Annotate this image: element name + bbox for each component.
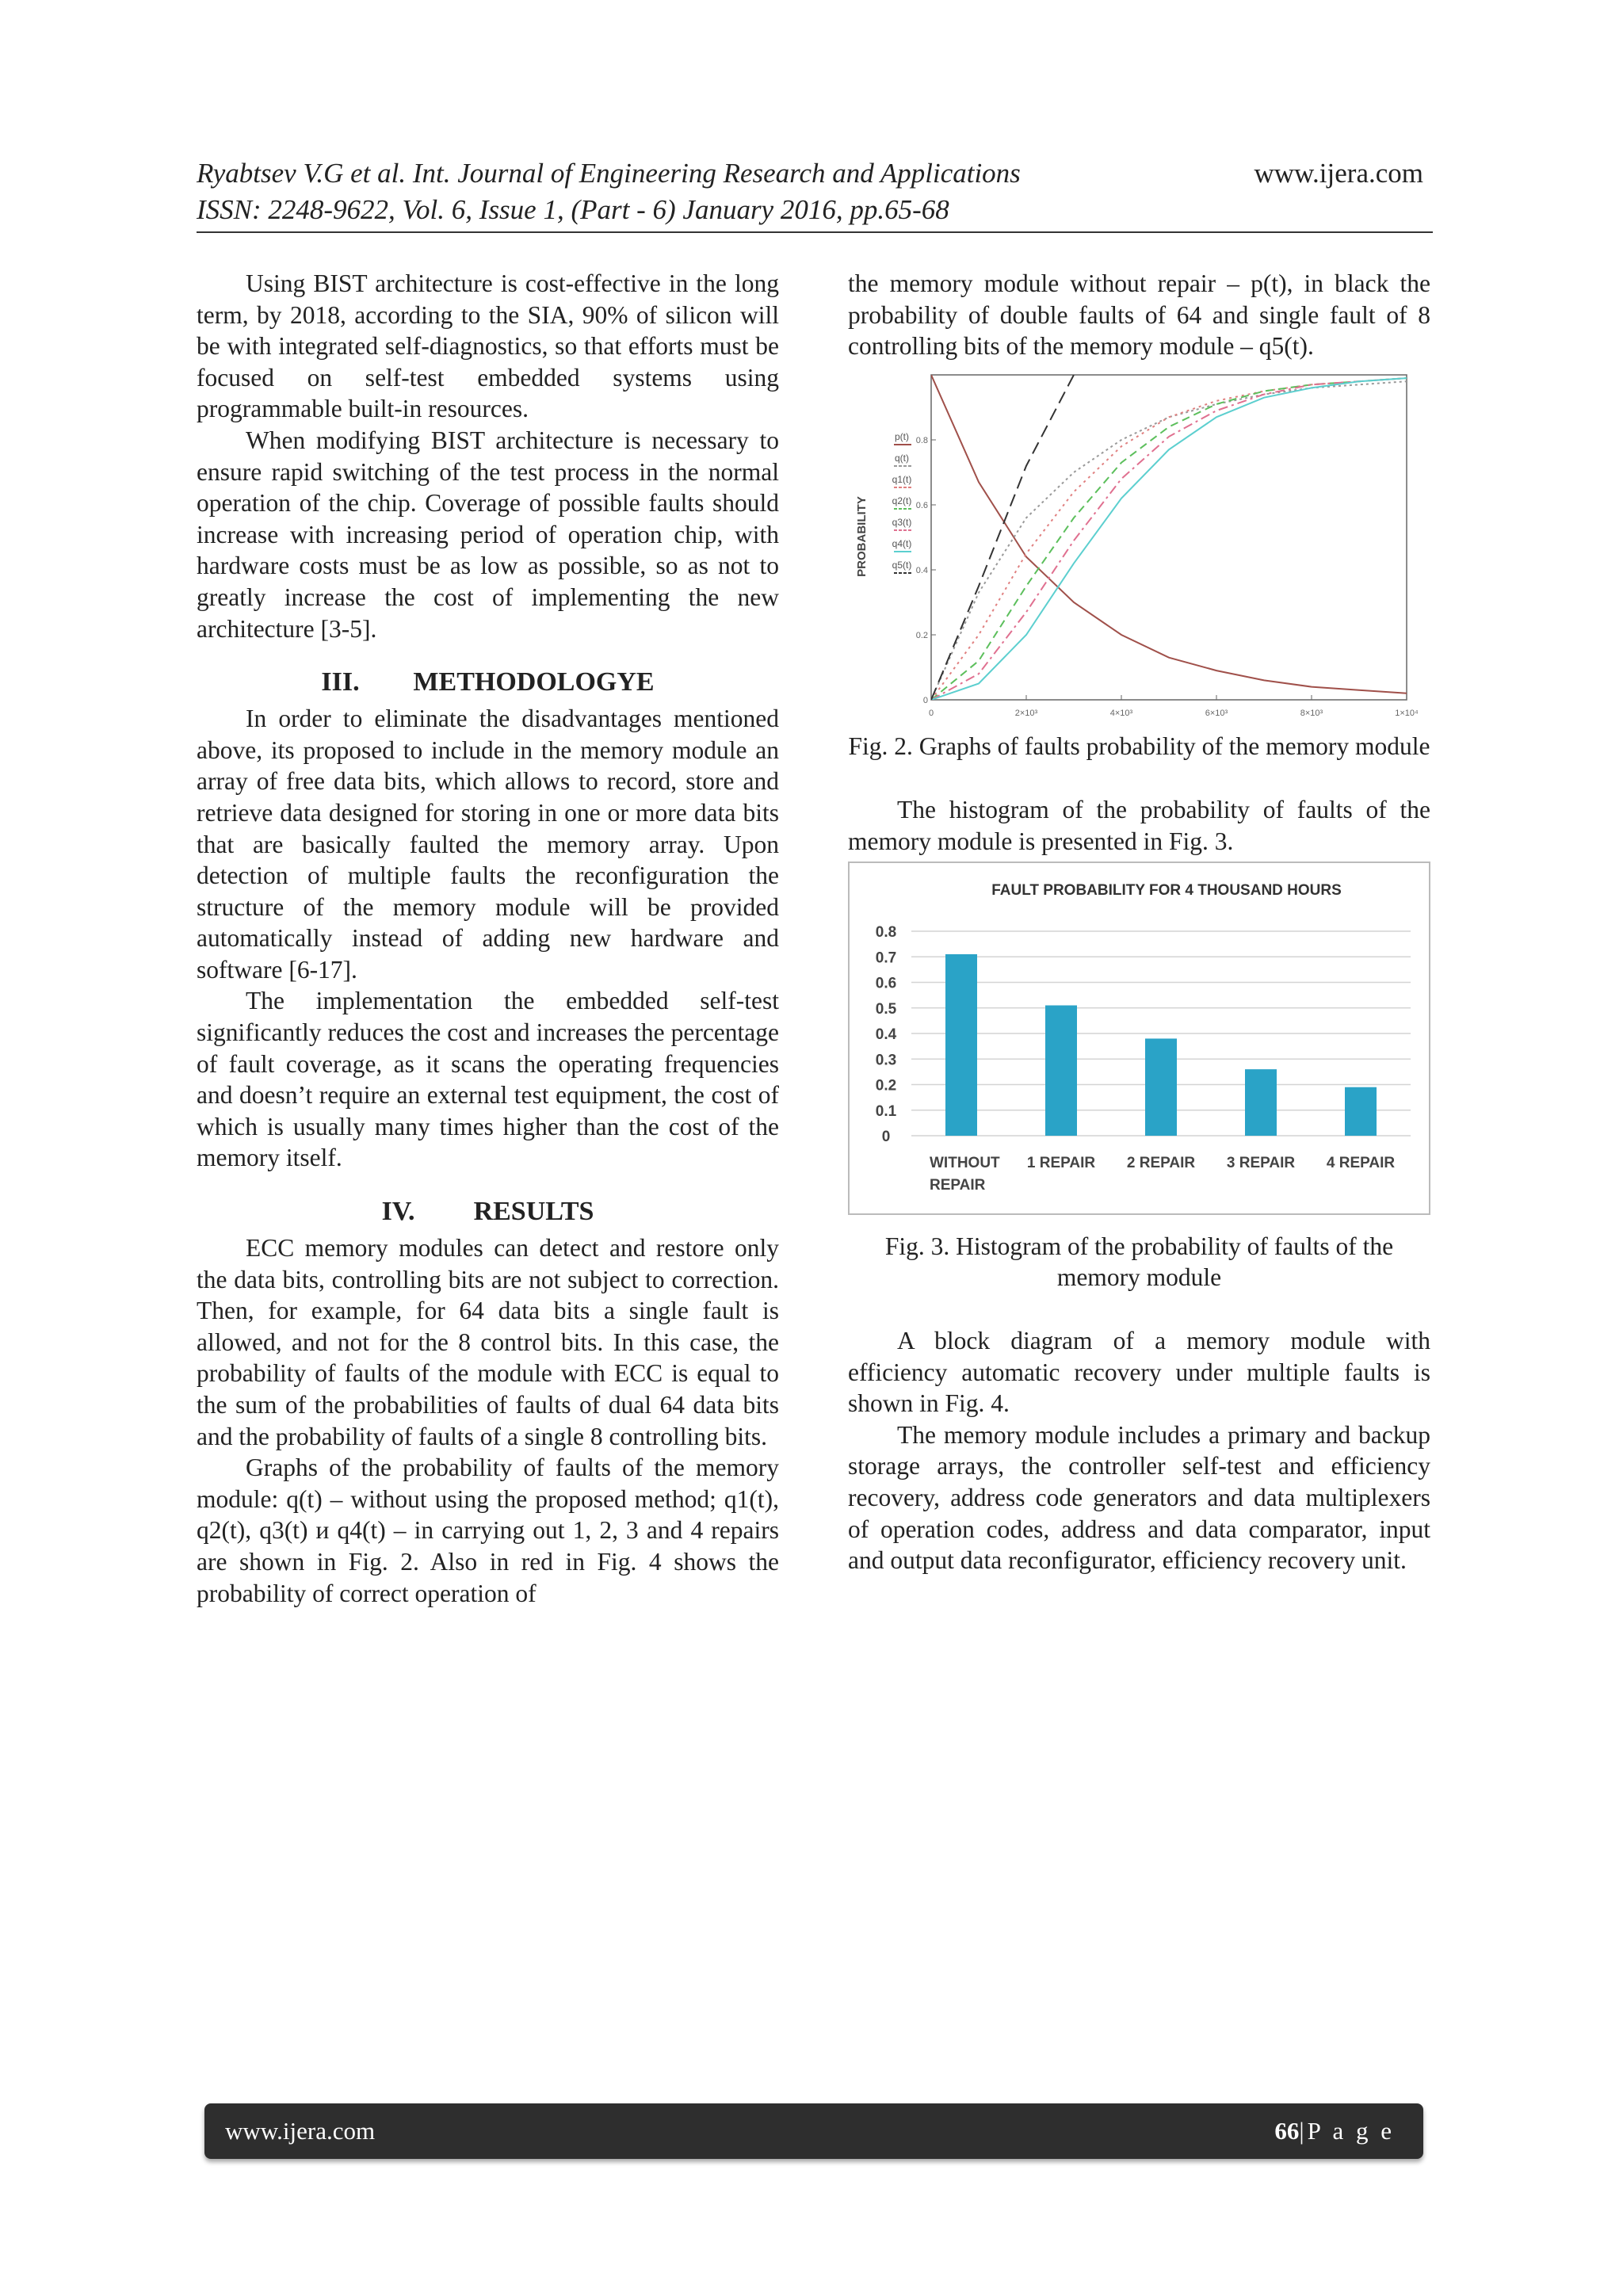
y-tick-label: 0.7 xyxy=(875,949,897,967)
x-tick-label: 2×10³ xyxy=(1014,708,1038,718)
category-label: REPAIR xyxy=(930,1177,986,1194)
bar-1 xyxy=(945,954,977,1136)
y-tick-label: 0.4 xyxy=(915,565,928,575)
legend-label: q(t) xyxy=(895,452,909,464)
paragraph: The implementation the embedded self-test significantly reduces the cost and increases the percentage of fault coverage, as it scans the operating frequencies and doesn’t require an external test equipment, the cost of which is usually many times higher than the cost of the memory itself. xyxy=(197,987,779,1172)
figure-2-caption: Fig. 2. Graphs of faults probability of the memory module xyxy=(848,732,1430,761)
footer-website[interactable]: www.ijera.com xyxy=(225,2117,376,2145)
paragraph: A block diagram of a memory module with efficiency automatic recovery under multiple faults is shown in Fig. 4. xyxy=(848,1326,1430,1418)
legend-label: p(t) xyxy=(895,430,909,442)
x-tick-label: 8×10³ xyxy=(1300,708,1323,718)
paragraph: Graphs of the probability of faults of the memory module: q(t) – without using the proposed method; q1(t), q2(t), q3(t) и q4(t) – in carrying out 1, 2, 3 and 4 repairs are shown in Fig. 2. Also in red in Fig. 4 shows the probability of correct operation of xyxy=(197,1454,779,1607)
page-label: |P a g e xyxy=(1299,2117,1395,2145)
paragraph: the memory module without repair – p(t), in black the probability of double faults of 64 and single fault of 8 controlling bits of the memory module – q5(t). xyxy=(848,269,1430,361)
category-label: WITHOUT xyxy=(930,1155,1000,1172)
y-tick-label: 0.3 xyxy=(875,1052,897,1069)
x-tick-label: 4×10³ xyxy=(1109,708,1133,718)
y-tick-label: 0.6 xyxy=(915,500,928,510)
left-column xyxy=(197,268,779,1609)
x-tick-label: 0 xyxy=(928,708,934,718)
y-tick-label: 0.2 xyxy=(915,630,928,640)
y-axis-label: PROBABILITY xyxy=(855,495,869,577)
page-indicator xyxy=(1274,2117,1395,2145)
legend-label: q5(t) xyxy=(892,559,912,571)
y-tick-label: 0.8 xyxy=(875,924,897,942)
y-tick-label: 0 xyxy=(922,695,928,705)
plot-area xyxy=(931,375,1407,700)
y-tick-label: 0.2 xyxy=(875,1077,897,1095)
page-footer xyxy=(204,2103,1423,2159)
journal-issn: ISSN: 2248-9622, Vol. 6, Issue 1, (Part - 6) January 2016, pp.65-68 xyxy=(197,194,949,225)
bar-4 xyxy=(1245,1069,1277,1136)
figure-3 xyxy=(848,861,1430,1223)
y-tick-label: 0.6 xyxy=(875,975,897,992)
bar-chart xyxy=(848,861,1430,1215)
category-label: 2 REPAIR xyxy=(1126,1155,1196,1172)
paragraph: ECC memory modules can detect and restore only the data bits, controlling bits are not subject to correction. Then, for example, for 64 data bits a single fault is allowed, and not for the 8 control bits. In this case, the probability of faults of the module with ECC is equal to the sum of the probabilities of faults of dual 64 data bits and the probability of faults of a single 8 controlling bits. xyxy=(197,1234,779,1450)
legend-label: q2(t) xyxy=(892,495,912,506)
journal-title: Ryabtsev V.G et al. Int. Journal of Engineering Research and Applications xyxy=(197,158,1021,189)
header-rule xyxy=(197,231,1433,233)
y-tick-label: 0.4 xyxy=(875,1026,897,1044)
legend-label: q4(t) xyxy=(892,537,912,549)
figure-3-caption: Fig. 3. Histogram of the probability of faults of the memory module xyxy=(884,1232,1394,1292)
y-tick-label: 0.5 xyxy=(875,1000,897,1018)
y-tick-label: 0.8 xyxy=(915,435,928,445)
chart-title: FAULT PROBABILITY FOR 4 THOUSAND HOURS xyxy=(991,882,1342,900)
section-title: RESULTS xyxy=(473,1197,594,1227)
running-header xyxy=(197,155,1433,228)
paragraph: In order to eliminate the disadvantages mentioned above, its proposed to include in the memory module an array of free data bits, which allows to record, store and retrieve data designed for storing in one or more data bits that are basically faulted the memory array. Upon detection of multiple faults the reconfiguration the structure of the memory module will be provided automatically instead of adding new hardware and software [6-17]. xyxy=(197,705,779,984)
x-tick-label: 1×10⁴ xyxy=(1395,708,1419,718)
page-number: 66 xyxy=(1274,2117,1300,2145)
paragraph: When modifying BIST architecture is necessary to ensure rapid switching of the test process in the normal operation of the chip. Coverage of possible faults should increase with increasing period of operation chip, with hardware costs must be as low as possible, so as not to greatly increase the cost of implementing the new architecture [3-5]. xyxy=(197,426,779,643)
figure-2 xyxy=(848,370,1430,728)
section-heading-methodology xyxy=(197,667,779,698)
bar-3 xyxy=(1145,1039,1177,1137)
header-website[interactable]: www.ijera.com xyxy=(1254,158,1423,189)
category-label: 4 REPAIR xyxy=(1326,1155,1396,1172)
section-number: IV. xyxy=(381,1197,415,1227)
x-tick-label: 6×10³ xyxy=(1205,708,1228,718)
paragraph: The memory module includes a primary and backup storage arrays, the controller self-test and efficiency recovery, address code generators and data multiplexers of operation codes, address and data comparator, input and output data reconfigurator, efficiency recovery unit. xyxy=(848,1420,1430,1575)
section-title: METHODOLOGYE xyxy=(413,667,655,697)
category-label: 3 REPAIR xyxy=(1226,1155,1296,1172)
legend-label: q1(t) xyxy=(892,473,912,485)
paragraph: The histogram of the probability of faults of the memory module is presented in Fig. 3. xyxy=(848,795,1430,855)
legend-label: q3(t) xyxy=(892,516,912,528)
category-label: 1 REPAIR xyxy=(1026,1155,1096,1172)
y-tick-label: 0 xyxy=(881,1129,891,1146)
section-heading-results xyxy=(197,1196,779,1228)
bar-5 xyxy=(1345,1087,1377,1136)
bar-2 xyxy=(1045,1006,1077,1136)
section-number: III. xyxy=(321,667,360,697)
y-tick-label: 0.1 xyxy=(875,1102,897,1120)
line-chart xyxy=(848,370,1430,720)
paragraph: Using BIST architecture is cost-effective in the long term, by 2018, according to the SIA, 90% of silicon will be with integrated self-diagnostics, so that efforts must be focused on self-test embedded systems using programmable built-in resources. xyxy=(197,269,779,423)
right-column xyxy=(848,268,1430,1576)
